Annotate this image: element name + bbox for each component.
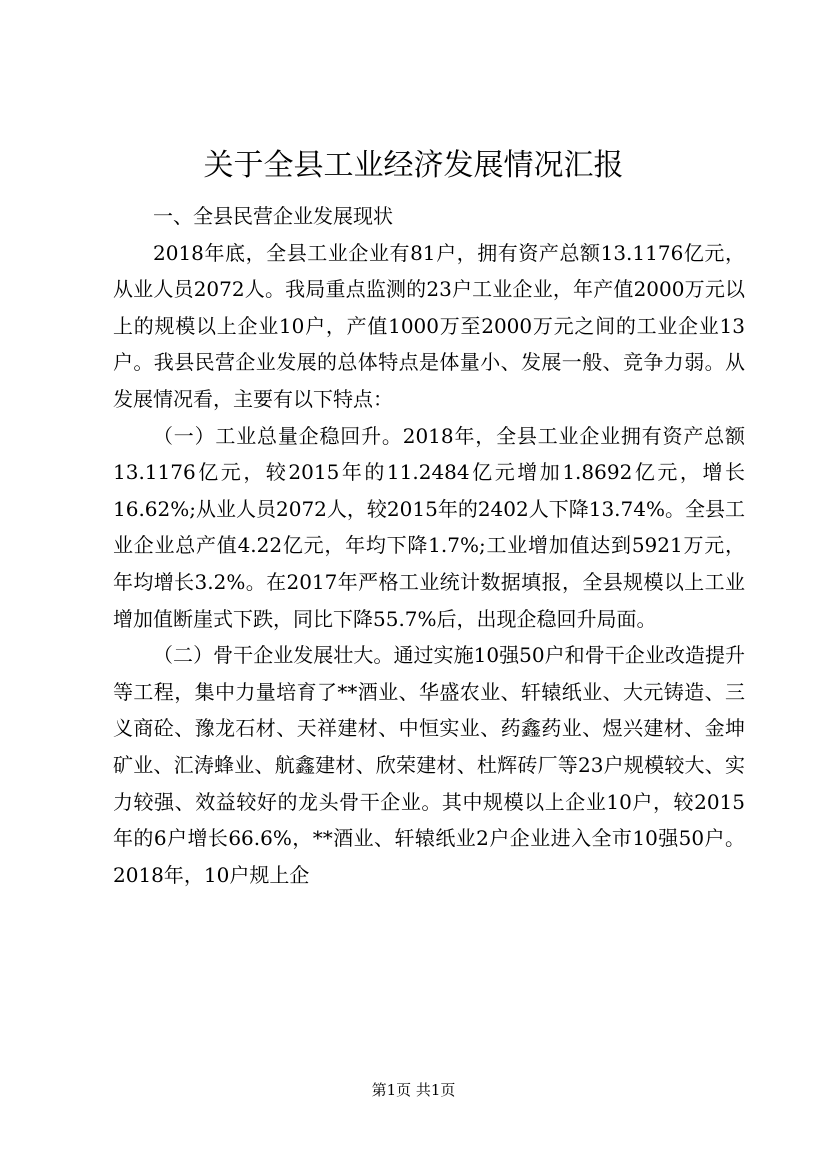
- paragraph-industry-total: （一）工业总量企稳回升。2018年，全县工业企业拥有资产总额13.1176亿元，较2015年的11.2484亿元增加1.8692亿元，增长16.62%;从业人员2072人，较2015年的2402人下降13.74%。全县工业企业总产值4.22亿元，年均下降1.7%;工业增加值达到5921万元，年均增长3.2%。在2017年严格工业统计数据填报，全县规模以上工业增加值断崖式下跌，同比下降55.7%后，出现企稳回升局面。: [113, 423, 745, 631]
- document-title: 关于全县工业经济发展情况汇报: [203, 148, 624, 183]
- paragraph-overview: 2018年底，全县工业企业有81户，拥有资产总额13.1176亿元，从业人员2072人。我局重点监测的23户工业企业，年产值2000万元以上的规模以上企业10户，产值1000万至2000万元之间的工业企业13户。我县民营企业发展的总体特点是体量小、发展一般、竞争力弱。从发展情况看，主要有以下特点：: [113, 240, 745, 411]
- document-body: [113, 198, 745, 893]
- section-heading: 一、全县民营企业发展现状: [153, 204, 393, 228]
- page-footer: 第1页 共1页: [371, 1081, 456, 1099]
- paragraph-key-enterprises: （二）骨干企业发展壮大。通过实施10强50户和骨干企业改造提升等工程，集中力量培育了**酒业、华盛农业、轩辕纸业、大元铸造、三义商砼、豫龙石材、天祥建材、中恒实业、药鑫药业、煜兴建材、金坤矿业、汇涛蜂业、航鑫建材、欣荣建材、杜辉砖厂等23户规模较大、实力较强、效益较好的龙头骨干企业。其中规模以上企业10户，较2015年的6户增长66.6%，**酒业、轩辕纸业2户企业进入全市10强50户。2018年，10户规上企: [113, 643, 745, 887]
